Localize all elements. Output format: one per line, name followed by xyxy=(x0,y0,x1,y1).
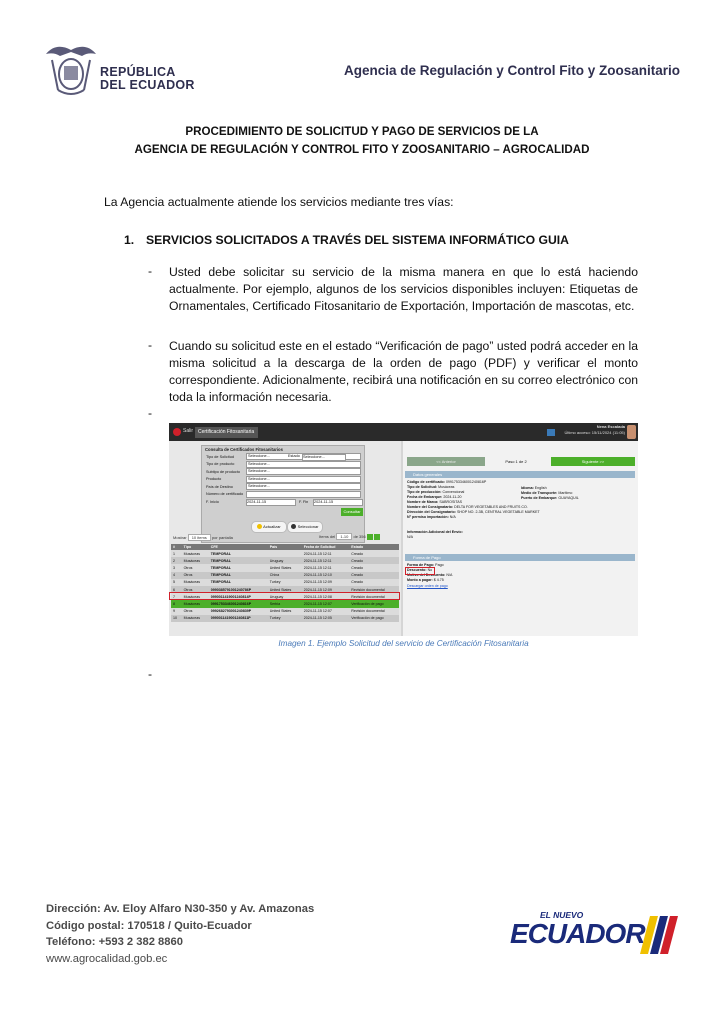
form-row xyxy=(202,461,364,469)
detail-label: Motivo del Descuento: xyxy=(407,573,446,577)
highlight-discount-box xyxy=(405,567,435,575)
table-cell: 0992682793001240839P xyxy=(210,609,252,614)
date-to-input[interactable]: 2024-11-15 xyxy=(313,499,363,506)
step-indicator: Paso 1 de 2 xyxy=(505,459,527,464)
detail-value: DELTA FOR VEGETABLES AND FRUITS CO. xyxy=(454,505,528,509)
bullet-marker: - xyxy=(148,338,153,352)
download-payment-order-link[interactable]: Descargar orden de pago xyxy=(407,584,448,588)
refresh-icon xyxy=(257,524,262,529)
extra-info xyxy=(407,530,627,540)
general-data-header: Datos generales xyxy=(405,471,635,478)
form-label: País de Destino xyxy=(206,484,233,489)
prev-page-button[interactable] xyxy=(367,534,373,540)
form-select[interactable]: Seleccione... xyxy=(246,483,361,490)
highlight-row-box xyxy=(169,592,400,600)
column-header[interactable]: País xyxy=(269,545,278,549)
form-select[interactable]: Seleccione... xyxy=(246,468,361,475)
table-cell: 7 xyxy=(173,594,175,599)
exit-label: Salir xyxy=(183,428,194,434)
refresh-label: Actualizar xyxy=(263,524,281,529)
table-cell: 2024-11-15 12:11 xyxy=(303,558,332,563)
section-heading xyxy=(124,233,569,247)
avatar xyxy=(627,425,636,439)
user-name: Nena Escalada xyxy=(596,424,625,429)
table-cell: Revisión documental xyxy=(351,609,385,614)
date-row xyxy=(202,498,364,506)
table-cell: United States xyxy=(269,587,292,592)
date-from-input[interactable]: 2024-11-15 xyxy=(246,499,296,506)
mail-icon xyxy=(547,429,555,436)
detail-value: GUAYAQUIL xyxy=(558,496,579,500)
table-cell: United States xyxy=(269,565,292,570)
table-cell: Creado xyxy=(351,558,364,563)
table-cell: Otros xyxy=(183,587,193,592)
table-cell: Musáceas xyxy=(183,594,201,599)
detail-value: N/A xyxy=(446,573,453,577)
footer-postal: Código postal: 170518 / Quito-Ecuador xyxy=(46,919,252,932)
detail-label: Tipo de producción: xyxy=(407,490,442,494)
prev-step-button[interactable]: << Anterior xyxy=(407,457,485,466)
items-total: de 356 xyxy=(353,534,366,540)
form-row xyxy=(202,476,364,484)
form-select[interactable]: Seleccione... xyxy=(246,476,361,483)
form-select[interactable]: Seleccione... xyxy=(246,453,361,460)
table-cell: China xyxy=(269,573,280,578)
table-cell: Turkey xyxy=(269,580,281,585)
table-cell: 2024-11-15 12:07 xyxy=(303,609,332,614)
bullet-marker: - xyxy=(148,406,153,420)
table-cell: 2024-11-15 12:08 xyxy=(303,594,332,599)
table-cell: 6 xyxy=(173,587,175,592)
document-title-line-1: PROCEDIMIENTO DE SOLICITUD Y PAGO DE SERVICIOS DE LA xyxy=(185,125,539,138)
republic-name xyxy=(100,66,195,92)
embedded-screenshot xyxy=(169,423,638,636)
form-label: Tipo de producto xyxy=(206,462,235,467)
table-cell: Verificación de pago xyxy=(351,616,384,621)
bullet-paragraph-1: Usted debe solicitar su servicio de la misma manera en que lo está haciendo actualmente. Por ejemplo, algunos de los servicios disponibles incluyen: Etiquetas de Ornamentales, Certificado Fitosanitario de Exportación, Importación de mascotas, etc. xyxy=(169,265,638,313)
table-row[interactable] xyxy=(171,564,399,571)
column-header[interactable]: # xyxy=(173,545,175,549)
logo-ecuador: ECUADOR xyxy=(510,918,645,949)
table-cell: United States xyxy=(269,609,292,614)
page-size-select[interactable]: 10 items xyxy=(188,534,211,541)
show-label: Mostrar xyxy=(173,535,187,540)
status-select[interactable]: Seleccione... xyxy=(302,454,346,461)
table-cell: 2 xyxy=(173,558,175,563)
form-label: Subtipo de producto xyxy=(206,469,240,474)
table-cell: 9 xyxy=(173,609,175,614)
section-title: SERVICIOS SOLICITADOS A TRAVÉS DEL SISTEMA INFORMÁTICO GUIA xyxy=(146,233,569,247)
form-row xyxy=(202,483,364,491)
table-cell: 4 xyxy=(173,573,175,578)
requests-table xyxy=(171,544,399,622)
table-cell: TEMPORAL xyxy=(210,558,231,563)
table-cell: Musáceas xyxy=(183,616,201,621)
detail-label: Nombre de Marca: xyxy=(407,500,439,504)
table-cell: Musáceas xyxy=(183,551,201,556)
form-row xyxy=(202,491,364,499)
detail-value: No xyxy=(427,568,433,572)
column-header[interactable]: Fecha de Solicitud xyxy=(303,545,336,549)
payment-header: Forma de Pago xyxy=(405,554,635,561)
footer-address: Dirección: Av. Eloy Alfaro N30-350 y Av. Amazonas xyxy=(46,903,315,915)
table-cell: TEMPORAL xyxy=(210,580,231,585)
footer-phone: Teléfono: +593 2 382 8860 xyxy=(46,936,183,948)
table-cell: 0991753346001240816P xyxy=(210,601,252,606)
table-cell: TEMPORAL xyxy=(210,565,231,570)
table-cell: Otros xyxy=(183,565,193,570)
detail-label: Código de certificado: xyxy=(407,480,445,484)
table-cell: Creado xyxy=(351,573,364,578)
pagination xyxy=(319,534,380,540)
bullet-paragraph-2: Cuando su solicitud este en el estado “Verificación de pago” usted podrá acceder en la misma solicitud a la descarga de la orden de pago (PDF) y verificar el monto correspondiente. Adicionalmente, recibirá una notificación en su correo electrónico con toda la información necesaria. xyxy=(169,339,638,404)
table-cell: 5 xyxy=(173,580,175,585)
table-cell: 10 xyxy=(173,616,177,621)
detail-label: Forma de Pago: xyxy=(407,563,435,567)
table-cell: Uruguay xyxy=(269,594,284,599)
table-cell: Musáceas xyxy=(183,580,201,585)
detail-label: Monto a pagar: xyxy=(407,578,433,582)
form-row xyxy=(202,468,364,476)
date-from-label: F. Inicio xyxy=(206,500,219,504)
table-cell: 2024-11-15 12:05 xyxy=(303,616,332,621)
status-label: Estado xyxy=(288,454,300,458)
detail-value: $ 4.75 xyxy=(433,578,444,582)
detail-label: Nombre del Consignatario: xyxy=(407,505,454,509)
extra-info-label: Información Adicional del Envío: xyxy=(407,530,463,534)
detail-value: 0991753346001240816P xyxy=(445,480,487,484)
table-cell: Creado xyxy=(351,551,364,556)
form-label: Producto xyxy=(206,477,222,482)
detail-value: Pago xyxy=(435,563,444,567)
general-data-right-fields xyxy=(521,486,631,501)
footer-website[interactable]: www.agrocalidad.gob.ec xyxy=(46,952,168,965)
table-cell: 0990011419001240811P xyxy=(210,616,251,621)
agency-name: Agencia de Regulación y Control Fito y Zoosanitario xyxy=(343,63,680,78)
table-cell: Musáceas xyxy=(183,601,201,606)
detail-label: Idioma: xyxy=(521,486,534,490)
detail-value: Marítimo xyxy=(558,491,573,495)
table-row[interactable] xyxy=(171,557,399,564)
detail-label: Puerto de Embarque: xyxy=(521,496,558,500)
table-cell: 1 xyxy=(173,551,175,556)
select-icon xyxy=(291,524,296,529)
table-row[interactable] xyxy=(171,600,399,607)
column-header[interactable]: Estado xyxy=(351,545,364,549)
last-access: Último acceso: 15/11/2024 (11:05) xyxy=(564,430,625,435)
detail-value: SABROSITAS xyxy=(439,500,463,504)
detail-label: Medio de Transporte: xyxy=(521,491,558,495)
select-button[interactable] xyxy=(287,521,323,533)
detail-field xyxy=(407,578,547,583)
footer-contact xyxy=(46,901,314,967)
republic-line-2: DEL ECUADOR xyxy=(100,78,195,92)
form-label: Número de certificado xyxy=(206,492,244,497)
intro-paragraph: La Agencia actualmente atiende los servicios mediante tres vías: xyxy=(104,195,454,209)
date-to-label: F. Fin xyxy=(299,500,309,504)
detail-value: 2024-11-20 xyxy=(443,495,462,499)
table-cell: 0990011419001240814P xyxy=(210,594,251,599)
select-label: Seleccionar xyxy=(297,524,319,529)
user-info xyxy=(561,424,625,436)
table-cell: TEMPORAL xyxy=(210,551,231,556)
items-label: Items del xyxy=(319,534,336,540)
table-cell: 2024-11-15 12:09 xyxy=(303,587,332,592)
consult-button[interactable]: Consultar xyxy=(341,508,363,516)
coat-of-arms-logo xyxy=(44,40,98,98)
table-cell: TEMPORAL xyxy=(210,573,231,578)
next-page-button[interactable] xyxy=(374,534,380,540)
next-step-button[interactable]: Siguiente >> xyxy=(551,457,635,466)
table-cell: 8 xyxy=(173,601,175,606)
page-size-control xyxy=(173,535,233,540)
extra-info-value: N/A xyxy=(407,535,413,539)
form-select[interactable]: Seleccione... xyxy=(246,461,361,468)
items-range[interactable]: 1-10 xyxy=(336,533,352,540)
table-cell: 2024-11-15 12:11 xyxy=(303,551,332,556)
detail-value: Musáceas xyxy=(438,485,455,489)
app-title-tab: Certificación Fitosanitaria xyxy=(195,427,258,438)
detail-field xyxy=(407,515,547,520)
document-title-line-2: AGENCIA DE REGULACIÓN Y CONTROL FITO Y ZOOSANITARIO – AGROCALIDAD xyxy=(134,143,590,156)
table-cell: Creado xyxy=(351,565,364,570)
table-cell: 0990385791001240786P xyxy=(210,587,252,592)
table-row[interactable] xyxy=(171,615,399,622)
bullet-marker: - xyxy=(148,667,153,681)
table-cell: Serbia xyxy=(269,601,281,606)
table-row[interactable] xyxy=(171,608,399,615)
bullet-marker: - xyxy=(148,264,153,278)
detail-value: Convencional xyxy=(442,490,465,494)
republic-line-1: REPÚBLICA xyxy=(100,65,176,79)
search-form-title: Consulta de Certificados Fitosanitarios xyxy=(205,447,283,452)
table-cell: Otros xyxy=(183,573,193,578)
table-cell: 2024-11-15 12:07 xyxy=(303,601,332,606)
detail-label: Fecha de Embarque: xyxy=(407,495,443,499)
detail-value: N/A xyxy=(449,515,456,519)
section-number: 1. xyxy=(124,233,135,247)
detail-field xyxy=(521,496,631,501)
form-select[interactable] xyxy=(246,491,361,498)
table-cell: Revisión documental xyxy=(351,587,385,592)
image-caption: Imagen 1. Ejemplo Solicitud del servicio de Certificación Fitosanitaria xyxy=(278,639,529,648)
column-header[interactable]: Tipo xyxy=(183,545,192,549)
exit-icon xyxy=(173,428,181,436)
detail-label: Dirección del Consignatario: xyxy=(407,510,456,514)
per-page-label: por pantalla xyxy=(211,535,233,540)
table-row[interactable] xyxy=(171,550,399,557)
flag-stripes-logo xyxy=(640,912,684,956)
column-header[interactable]: CFE xyxy=(210,545,218,549)
table-row[interactable] xyxy=(171,579,399,586)
detail-label: Tipo de Solicitud: xyxy=(407,485,438,489)
table-cell: Otros xyxy=(183,609,193,614)
table-cell: 2024-11-15 12:10 xyxy=(303,573,332,578)
table-cell xyxy=(268,550,302,557)
refresh-button[interactable] xyxy=(251,521,287,533)
logo-el-nuevo: EL NUEVO xyxy=(540,910,584,920)
table-row[interactable] xyxy=(171,572,399,579)
detail-value: English xyxy=(534,486,547,490)
table-cell: Turkey xyxy=(269,616,281,621)
detail-label: Descuento: xyxy=(407,568,427,572)
form-label: Tipo de Solicitud xyxy=(206,454,234,459)
table-cell: 3 xyxy=(173,565,175,570)
table-cell: 2024-11-15 12:09 xyxy=(303,580,332,585)
table-cell: Revisión documental xyxy=(351,594,385,599)
table-cell: Uruguay xyxy=(269,558,284,563)
table-cell: Musáceas xyxy=(183,558,201,563)
detail-label: N° permiso importación: xyxy=(407,515,449,519)
table-cell: 2024-11-15 12:11 xyxy=(303,565,332,570)
status-filter xyxy=(288,454,346,461)
table-cell: Creado xyxy=(351,580,364,585)
detail-value: SHOP NO. 2-3B, CENTRAL VEGETABLE MARKET xyxy=(456,510,540,514)
table-cell: Verificación de pago xyxy=(351,601,384,606)
